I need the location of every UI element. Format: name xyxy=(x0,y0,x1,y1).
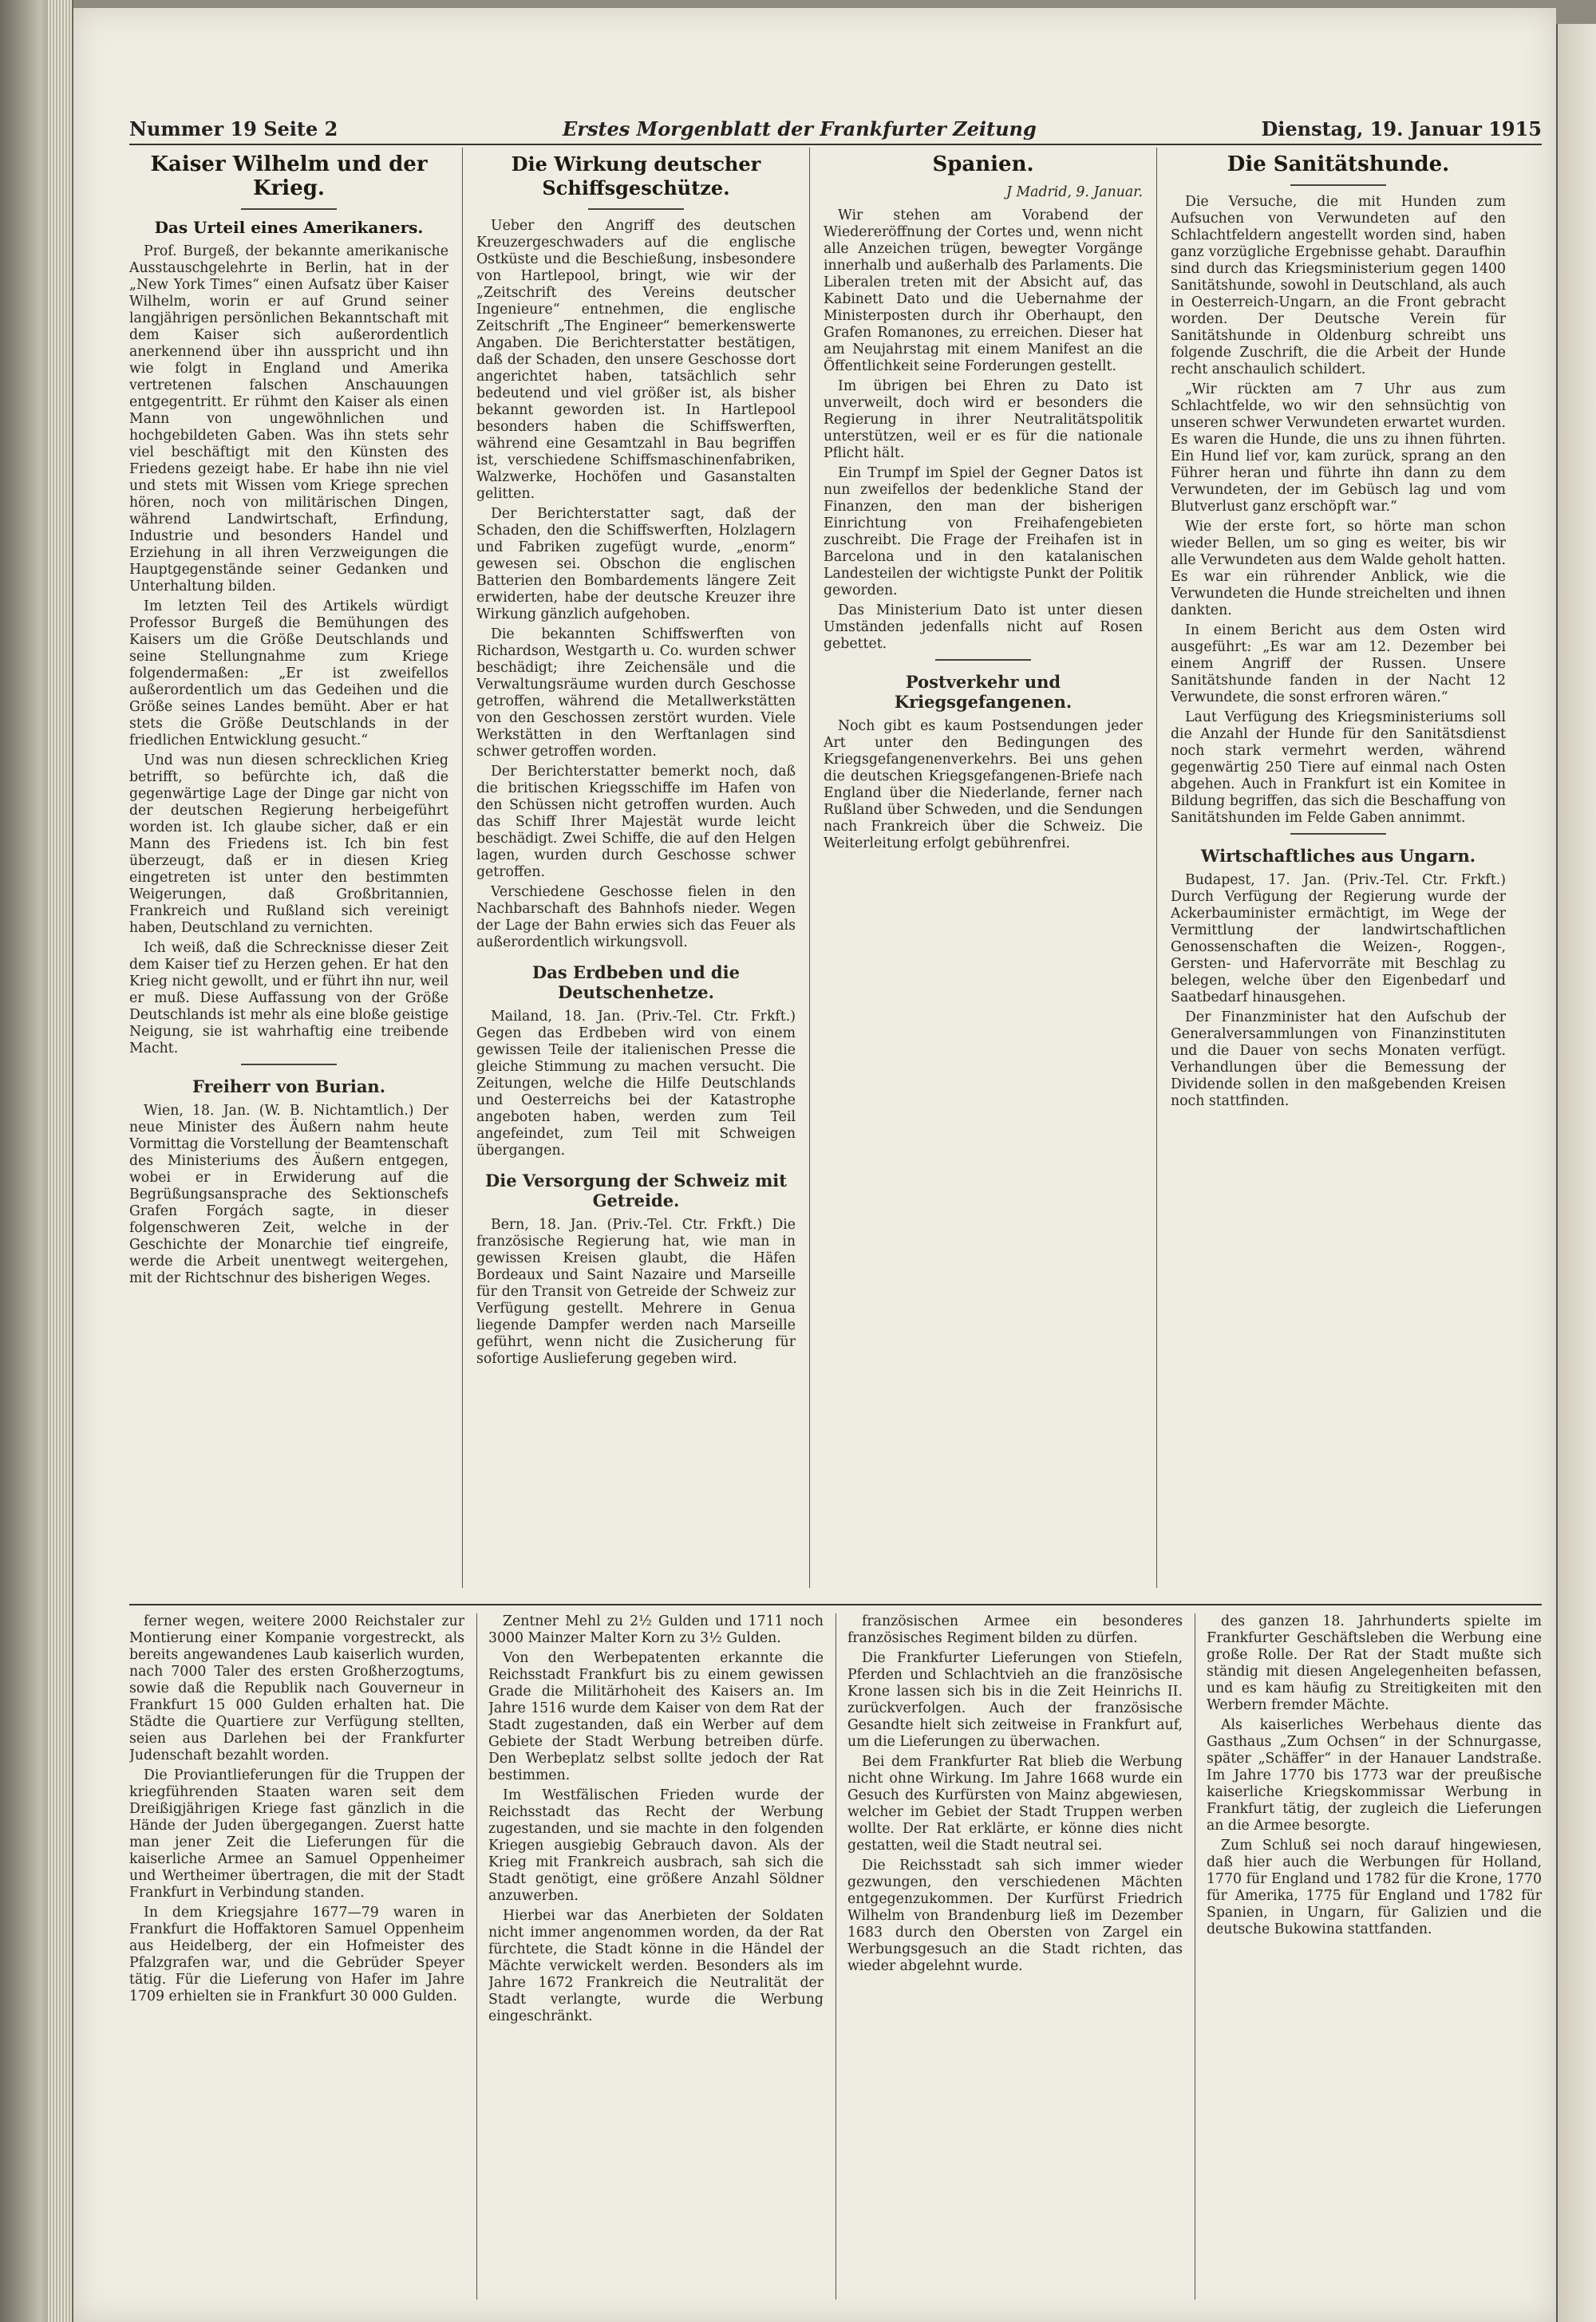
newspaper-title: Erstes Morgenblatt der Frankfurter Zeitung xyxy=(563,117,1037,140)
paragraph: Wir stehen am Vorabend der Wiedereröffnung der Cortes und, wenn nicht alle Anzeichen trügen, bewegter Vorgänge innerhalb und außerhalb des Parlaments. Die Liberalen treten mit der Absicht auf, das Kabinett Dato und die Uebernahme der Ministerposten durch ihr Oberhaupt, den Grafen Romanones, zu erreichen. Dieser hat am Neujahrstag mit einem Manifest an die Öffentlichkeit seine Forderungen gestellt. xyxy=(824,207,1143,374)
paragraph: In einem Bericht aus dem Osten wird ausgeführt: „Es war am 12. Dezember bei einem Angriff der Russen. Unsere Sanitätshunde fanden in der Nacht 12 Verwundete, die sonst erfroren wären.“ xyxy=(1171,622,1506,705)
divider xyxy=(241,208,337,210)
page-edges xyxy=(48,0,72,2322)
paragraph: Noch gibt es kaum Postsendungen jeder Art unter den Bedingungen des Kriegsgefangenenverkehrs. Bei uns gehen die deutschen Kriegsgefangenen-Briefe nach England über die Niederlande, ferner nach Rußland über Schweden, und die Sendungen nach Frankreich über die Schweiz. Die Weiterleitung erfolgt gebührenfrei. xyxy=(824,718,1143,851)
paragraph: Im übrigen bei Ehren zu Dato ist unverweilt, doch wird er besonders die Regierung in ihrer Neutralitätspolitik unterstützen, weil er es für die nationale Pflicht hält. xyxy=(824,378,1143,461)
paragraph: des ganzen 18. Jahrhunderts spielte im Frankfurter Geschäftsleben die Werbung eine große Rolle. Der Rat der Stadt mußte sich ständig mit diesen Angelegenheiten befassen, und es kam häufig zu Streitigkeiten mit den Werbern fremder Mächte. xyxy=(1207,1613,1542,1713)
paragraph: Von den Werbepatenten erkannte die Reichsstadt Frankfurt bis zu einem gewissen Grade die Militärhoheit des Kaisers an. Im Jahre 1516 wurde dem Kaiser von dem Rat der Stadt zugestanden, daß ein Werber auf dem Gebiete der Stadt Werbung betreiben dürfe. Den Werbeplatz selbst sollte jedoch der Rat bestimmen. xyxy=(488,1650,824,1783)
paragraph: Das Ministerium Dato ist unter diesen Umständen jedenfalls nicht auf Rosen gebettet. xyxy=(824,602,1143,652)
paragraph: französischen Armee ein besonderes französisches Regiment bilden zu dürfen. xyxy=(847,1613,1183,1646)
article-headline: Das Erdbeben und die Deutschenhetze. xyxy=(532,962,740,1002)
divider xyxy=(1290,833,1386,835)
paragraph: Mailand, 18. Jan. (Priv.-Tel. Ctr. Frkft.) Gegen das Erdbeben wird von einem gewissen Teile der italienischen Presse die gleiche Stimmung zu machen versucht. Die Zeitungen, welche die Hilfe Deutschlands und Oesterreichs bei der Katastrophe angeboten haben, werden zum Teil angefeindet, zum Teil mit Schweigen übergangen. xyxy=(476,1009,796,1159)
paragraph: Bern, 18. Jan. (Priv.-Tel. Ctr. Frkft.) Die französische Regierung hat, wie man in gewissen Kreisen glaubt, die Häfen Bordeaux und Saint Nazaire und Marseille für den Transit von Getreide der Schweiz zur Verfügung gestellt. Mehrere in Genua liegende Dampfer werden nach Marseille geführt, wenn nicht die Zusicherung für sofortige Auslieferung gegeben wird. xyxy=(476,1217,796,1367)
paragraph: ferner wegen, weitere 2000 Reichstaler zur Montierung einer Kompanie vorgestreckt, als bereits angewandenes Laub kaiserlich wurden, nach 7000 Taler des ersten Großherzogtums, sowie daß die Republik nach Gouverneur in Frankfurt 15 000 Gulden erhalten hat. Die Städte die Quartiere zur Verfügung stellten, seien aus Darlehen bei der Frankfurter Judenschaft bezahlt worden. xyxy=(129,1613,464,1763)
paragraph: Wie der erste fort, so hörte man schon wieder Bellen, um so ging es weiter, bis wir alle Verwundeten aus dem Walde geholt hatten. Es war ein rührender Anblick, wie die Verwundeten die Hunde streichelten und ihnen dankten. xyxy=(1171,519,1506,618)
column-kaiser-wilhelm xyxy=(129,148,448,1592)
paragraph: Ein Trumpf im Spiel der Gegner Datos ist nun zweifellos der bedenkliche Stand der Finanzen, den man der bisherigen Einrichtung von Freihafengebieten zuschreibt. Die Frage der Freihafen ist in Barcelona und in den katalanischen Landesteilen der wichtigste Punkt der Politik geworden. xyxy=(824,465,1143,598)
feuilleton-column-3 xyxy=(847,1613,1183,2300)
newspaper-page xyxy=(73,8,1556,2322)
paragraph: Wien, 18. Jan. (W. B. Nichtamtlich.) Der neue Minister des Äußern nahm heute Vormittag die Vorstellung der Beamtenschaft des Ministeriums des Äußern entgegen, wobei er in Erwiderung auf die Begrüßungsansprache des Sektionschefs Grafen Forgách sagte, in dieser folgenschweren Zeit, welche in der Geschichte der Monarchie tief eingreife, werde die Arbeit unentwegt weitergehen, mit der Richtschnur des bisherigen Weges. xyxy=(129,1103,448,1286)
paragraph: Ueber den Angriff des deutschen Kreuzergeschwaders auf die englische Ostküste und die Beschießung, insbesondere von Hartlepool, bringt, wie wir der „Zeitschrift des Vereins deutscher Ingenieure“ entnehmen, die englische Zeitschrift „The Engineer“ bemerkenswerte Angaben. Die Berichterstatter bestätigen, daß der Schaden, den unsere Geschosse dort angerichtet haben, tatsächlich sehr bedeutend und viel größer ist, als bisher bekannt geworden ist. In Hartlepool besonders haben die Schiffswerften, während eine Gesamtzahl in Bau begriffen ist, verschiedene Schiffsmaschinenfabriken, Walzwerke, Hochöfen und Gasanstalten gelitten. xyxy=(476,218,796,502)
paragraph: Die Frankfurter Lieferungen von Stiefeln, Pferden und Schlachtvieh an die französische Krone lassen sich bis in die Zeit Heinrichs II. zurückverfolgen. Auch der französische Gesandte hielt sich zeitweise in Frankfurt auf, um die Lieferungen zu überwachen. xyxy=(847,1650,1183,1750)
column-rule xyxy=(462,148,463,1588)
feuilleton-column-4 xyxy=(1207,1613,1542,2300)
paragraph: Verschiedene Geschosse fielen in den Nachbarschaft des Bahnhofs nieder. Wegen der Lage der Bahn erwies sich das Feuer als außerordentlich wirkungsvoll. xyxy=(476,884,796,950)
issue-date: Dienstag, 19. Januar 1915 xyxy=(1261,117,1542,140)
divider xyxy=(935,659,1031,661)
article-headline: Wirtschaftliches aus Ungarn. xyxy=(1200,846,1476,866)
article-headline: Kaiser Wilhelm und der Krieg. xyxy=(150,152,428,200)
article-headline: Die Versorgung der Schweiz mit Getreide. xyxy=(485,1171,787,1210)
column-sanitaetshunde xyxy=(1171,148,1506,1592)
feuilleton-column-2 xyxy=(488,1613,824,2300)
paragraph: „Wir rückten am 7 Uhr aus zum Schlachtfelde, wo wir den sehnsüchtig von unseren schwer Verwundeten erwartet wurden. Es waren die Hunde, die uns zu ihnen führten. Ein Hund lief vor, kam zurück, sprang an den Führer heran und führte ihn dann zu dem Verwundeten, der im Gebüsch lag und vom Blutverlust ganz erschöpft war.“ xyxy=(1171,381,1506,515)
article-headline: Die Wirkung deutscher Schiffsgeschütze. xyxy=(511,152,761,199)
article-headline: Die Sanitätshunde. xyxy=(1227,152,1450,176)
column-rule xyxy=(809,148,810,1588)
column-schiffsgeschuetze xyxy=(476,148,796,1592)
paragraph: Und was nun diesen schrecklichen Krieg betrifft, so befürchte ich, daß die gegenwärtige Lage der Dinge gar nicht von der deutschen Regierung herbeigeführt worden ist. Ich glaube sicher, daß er ein Mann des Friedens ist. Ich bin fest überzeugt, daß er in diesen Krieg eingetreten ist unter den bestimmten Weigerungen, daß Großbritannien, Frankreich und Rußland sich vereinigt haben, Deutschland zu vernichten. xyxy=(129,752,448,936)
issue-number: Nummer 19 Seite 2 xyxy=(129,117,338,140)
dateline: J Madrid, 9. Januar. xyxy=(1006,184,1143,200)
masthead xyxy=(129,112,1542,145)
paragraph: Budapest, 17. Jan. (Priv.-Tel. Ctr. Frkft.) Durch Verfügung der Regierung wurde der Ackerbauminister ermächtigt, im Wege der Vermittlung der landwirtschaftlichen Genossenschaften die Weizen-, Roggen-, Gersten- und Hafervorräte mit Beschlag zu belegen, welche über den Eigenbedarf und Saatbedarf hinausgehen. xyxy=(1171,872,1506,1005)
article-subhead: Das Urteil eines Amerikaners. xyxy=(154,218,424,237)
column-rule xyxy=(1156,148,1157,1588)
paragraph: Die Versuche, die mit Hunden zum Aufsuchen von Verwundeten auf den Schlachtfeldern angestellt worden sind, haben ganz vorzügliche Ergebnisse gehabt. Daraufhin sind durch das Kriegsministerium gegen 1400 Sanitätshunde, sowohl in Deutschland, als auch in Oesterreich-Ungarn, an die Front gebracht worden. Der Deutsche Verein für Sanitätshunde in Oldenburg schreibt uns folgende Zuschrift, die die Arbeit der Hunde recht anschaulich schildert. xyxy=(1171,194,1506,377)
paragraph: Die bekannten Schiffswerften von Richardson, Westgarth u. Co. wurden schwer beschädigt; ihre Zeichensäle und die Verwaltungsräume wurden durch Geschosse getroffen, während die Metallwerkstätten von den Geschossen zerstört wurden. Viele Werkstätten in den Werftanlagen sind schwer getroffen worden. xyxy=(476,626,796,760)
paragraph: Laut Verfügung des Kriegsministeriums soll die Anzahl der Hunde für den Sanitätsdienst noch stark vermehrt werden, während gegenwärtig 250 Tiere auf einmal nach Osten abgehen. Auch in Frankfurt ist ein Komitee in Bildung begriffen, das sich die Beschaffung von Sanitätshunden im Felde Gaben annimmt. xyxy=(1171,709,1506,826)
article-headline: Freiherr von Burian. xyxy=(192,1076,386,1096)
paragraph: Prof. Burgeß, der bekannte amerikanische Ausstauschgelehrte in Berlin, hat in der „New York Times“ einen Aufsatz über Kaiser Wilhelm, worin er auf Grund seiner langjährigen persönlichen Bekanntschaft mit dem Kaiser sich außerordentlich anerkennend über ihn ausspricht und ihn wie folgt in England und Amerika vertretenen falschen Anschauungen entgegentritt. Er rühmt den Kaiser als einen Mann von ungewöhnlichen und hochgebildeten Gaben. Was ihn stets sehr viel beschäftigt mit den Künsten des Friedens gezeigt habe. Er habe ihn nie viel und stets mit Wissen vom Kriege sprechen hören, noch von militärischen Dingen, während Landwirtschaft, Erfindung, Industrie und besonders Handel und Erziehung in all ihren Verzweigungen die Hauptgegenstände seiner Gedanken und Unterhaltung bilden. xyxy=(129,243,448,594)
column-rule xyxy=(476,1613,477,2300)
paragraph: In dem Kriegsjahre 1677—79 waren in Frankfurt die Hoffaktoren Samuel Oppenheim aus Heidelberg, der ein Hofmeister des Pfalzgrafen war, und die Gebrüder Speyer tätig. Für die Lieferung von Hafer im Jahre 1709 erhielten sie in Frankfurt 30 000 Gulden. xyxy=(129,1905,464,2004)
divider xyxy=(588,208,684,210)
paragraph: Zentner Mehl zu 2½ Gulden und 1711 noch 3000 Mainzer Malter Korn zu 3½ Gulden. xyxy=(488,1613,824,1646)
column-spanien xyxy=(824,148,1143,1592)
paragraph: Im Westfälischen Frieden wurde der Reichsstadt das Recht der Werbung zugestanden, und sie machte in den folgenden Kriegen ausgiebig Gebrauch davon. Als der Krieg mit Frankreich ausbrach, sah sich die Stadt genötigt, eine größere Anzahl Söldner anzuwerben. xyxy=(488,1787,824,1904)
article-headline: Spanien. xyxy=(932,152,1034,176)
paragraph: Der Finanzminister hat den Aufschub der Generalversammlungen von Finanzinstituten und die Dauer von sechs Monaten verfügt. Verhandlungen über die Bemessung der Dividende sollen in den maßgebenden Kreisen noch stattfinden. xyxy=(1171,1009,1506,1109)
article-headline: Postverkehr und Kriegsgefangenen. xyxy=(894,672,1073,712)
feuilleton-column-1 xyxy=(129,1613,464,2300)
paragraph: Die Proviantlieferungen für die Truppen der kriegführenden Staaten waren seit dem Dreißigjährigen Kriege fast gänzlich in die Hände der Juden übergegangen. Zuerst hatte man jener Zeit die Lieferungen für die kaiserliche Armee an Samuel Oppenheimer und Wertheimer übertragen, die mit der Stadt Frankfurt in Verbindung standen. xyxy=(129,1767,464,1901)
paragraph: Als kaiserliches Werbehaus diente das Gasthaus „Zum Ochsen“ in der Schnurgasse, später „Schäffer“ in der Hanauer Landstraße. Im Jahre 1770 bis 1773 war der preußische kaiserliche Kriegskommissar Werbung in Frankfurt tätig, der zugleich die Lieferungen an die Armee besorgte. xyxy=(1207,1717,1542,1834)
paragraph: Im letzten Teil des Artikels würdigt Professor Burgeß die Bemühungen des Kaisers um die Größe Deutschlands und seine Stellungnahme zum Kriege folgendermaßen: „Er ist zweifellos außerordentlich um das Gedeihen und die Größe seines Landes bemüht. Aber er hat stets die Größe Deutschlands in der friedlichen Entwicklung gesucht.“ xyxy=(129,598,448,748)
divider xyxy=(241,1064,337,1065)
paragraph: Ich weiß, daß die Schrecknisse dieser Zeit dem Kaiser tief zu Herzen gehen. Er hat den Krieg nicht gewollt, und er führt ihn nur, weil er muß. Diese Auffassung von der Größe Deutschlands ist mehr als eine bloße geistige Neigung, sie ist wahrhaftig eine treibende Macht. xyxy=(129,940,448,1056)
paragraph: Der Berichterstatter sagt, daß der Schaden, den die Schiffswerften, Holzlagern und Fabriken zugefügt wurde, „enorm“ gewesen sei. Obschon die englischen Batterien den Bombardements längere Zeit erwiderten, habe der deutsche Kreuzer ihre Wirkung gänzlich aufgehoben. xyxy=(476,506,796,622)
feuilleton-rule xyxy=(129,1604,1542,1605)
paragraph: Hierbei war das Anerbieten der Soldaten nicht immer angenommen worden, da der Rat fürchtete, die Stadt könne in die Händel der Mächte verwickelt werden. Besonders als im Jahre 1672 Frankreich die Neutralität der Stadt verlangte, wurde die Werbung eingeschränkt. xyxy=(488,1908,824,2024)
next-page-edge xyxy=(1556,24,1596,2322)
paragraph: Bei dem Frankfurter Rat blieb die Werbung nicht ohne Wirkung. Im Jahre 1668 wurde ein Gesuch des Kurfürsten von Mainz abgewiesen, welcher im Gebiet der Stadt Truppen werben wollte. Der Rat erklärte, er könne dies nicht gestatten, weil die Stadt neutral sei. xyxy=(847,1754,1183,1854)
paragraph: Zum Schluß sei noch darauf hingewiesen, daß hier auch die Werbungen für Holland, 1770 für England und 1782 für die Krone, 1770 für Amerika, 1775 für England und 1782 für Spanien, in Ungarn, für Galizien und die deutsche Bukowina stattfanden. xyxy=(1207,1838,1542,1937)
paragraph: Die Reichsstadt sah sich immer wieder gezwungen, den verschiedenen Mächten entgegenzukommen. Der Kurfürst Friedrich Wilhelm von Brandenburg ließ im Dezember 1683 durch den Obersten von Zargel ein Werbungsgesuch an die Stadt richten, das wieder abgelehnt wurde. xyxy=(847,1858,1183,1974)
divider xyxy=(1290,184,1386,186)
paragraph: Der Berichterstatter bemerkt noch, daß die britischen Kriegsschiffe im Hafen von den Schüssen nicht getroffen wurden. Auch das Schiff Ihrer Majestät wurde leicht beschädigt. Zwei Schiffe, die auf den Helgen lagen, wurden durch Geschosse schwer getroffen. xyxy=(476,764,796,880)
